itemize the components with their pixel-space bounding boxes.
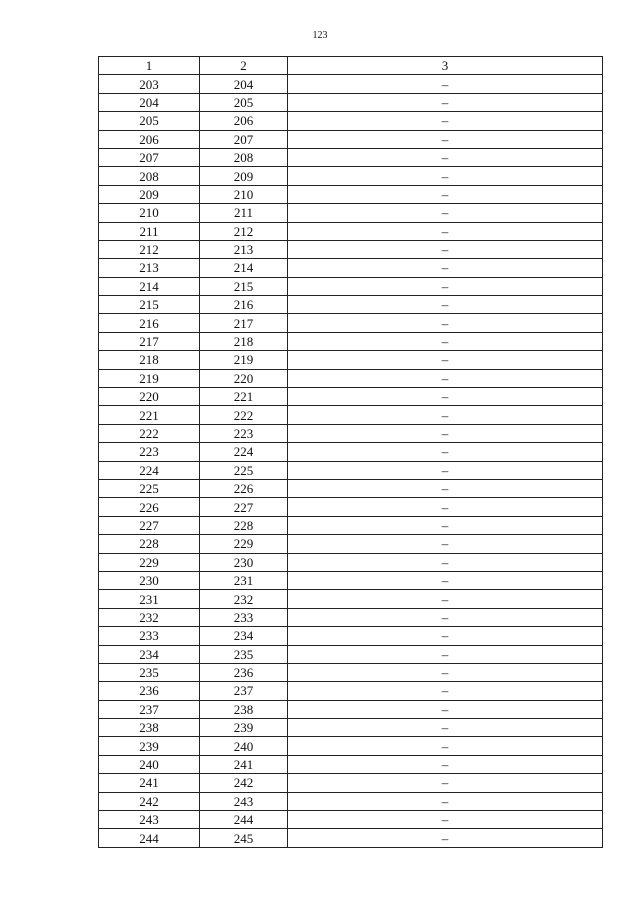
table-row [99, 737, 603, 755]
column-header-3: 3 [288, 57, 603, 75]
table-cell-col-1: 214 [99, 277, 200, 295]
table-cell-col-1: 221 [99, 406, 200, 424]
table-row [99, 700, 603, 718]
table-row [99, 479, 603, 497]
table-row [99, 461, 603, 479]
table-cell-col-3: – [288, 351, 603, 369]
table-cell-col-3: – [288, 645, 603, 663]
table-row [99, 130, 603, 148]
table-cell-col-2: 225 [200, 461, 288, 479]
table-cell-col-2: 211 [200, 204, 288, 222]
table-body [99, 75, 603, 847]
table-cell-col-2: 206 [200, 112, 288, 130]
table-cell-col-1: 240 [99, 755, 200, 773]
table-cell-col-1: 223 [99, 443, 200, 461]
table-cell-col-2: 241 [200, 755, 288, 773]
table-cell-col-2: 245 [200, 829, 288, 847]
table-row [99, 571, 603, 589]
table-row [99, 792, 603, 810]
table-cell-col-1: 205 [99, 112, 200, 130]
table-row [99, 259, 603, 277]
table-cell-col-1: 210 [99, 204, 200, 222]
table-row [99, 314, 603, 332]
table-row [99, 185, 603, 203]
table-cell-col-2: 214 [200, 259, 288, 277]
page-number: 123 [312, 30, 328, 41]
table-cell-col-3: – [288, 461, 603, 479]
table-cell-col-2: 228 [200, 516, 288, 534]
table-cell-col-1: 203 [99, 75, 200, 93]
table-row [99, 296, 603, 314]
table-cell-col-3: – [288, 112, 603, 130]
table-cell-col-3: – [288, 553, 603, 571]
table-cell-col-3: – [288, 774, 603, 792]
table-cell-col-3: – [288, 792, 603, 810]
table-row [99, 204, 603, 222]
table-cell-col-3: – [288, 700, 603, 718]
table-row [99, 93, 603, 111]
table-cell-col-3: – [288, 332, 603, 350]
table-row [99, 829, 603, 847]
table-row [99, 369, 603, 387]
table-cell-col-2: 207 [200, 130, 288, 148]
table-row [99, 112, 603, 130]
table-cell-col-3: – [288, 516, 603, 534]
data-table [98, 56, 603, 848]
table-cell-col-3: – [288, 314, 603, 332]
table-cell-col-3: – [288, 535, 603, 553]
table-cell-col-2: 227 [200, 498, 288, 516]
table-cell-col-1: 237 [99, 700, 200, 718]
table-cell-col-3: – [288, 130, 603, 148]
table-cell-col-2: 235 [200, 645, 288, 663]
table-cell-col-3: – [288, 719, 603, 737]
table-cell-col-2: 240 [200, 737, 288, 755]
table-cell-col-2: 217 [200, 314, 288, 332]
table-row [99, 277, 603, 295]
table-row [99, 222, 603, 240]
table-cell-col-1: 243 [99, 811, 200, 829]
table-cell-col-3: – [288, 682, 603, 700]
table-row [99, 719, 603, 737]
table-cell-col-2: 231 [200, 571, 288, 589]
table-row [99, 553, 603, 571]
table-cell-col-1: 211 [99, 222, 200, 240]
table-row [99, 332, 603, 350]
table-cell-col-2: 220 [200, 369, 288, 387]
table-row [99, 535, 603, 553]
table-cell-col-1: 213 [99, 259, 200, 277]
table-cell-col-3: – [288, 755, 603, 773]
table-row [99, 682, 603, 700]
table-cell-col-3: – [288, 259, 603, 277]
table-header [99, 57, 603, 75]
table-cell-col-2: 229 [200, 535, 288, 553]
table-cell-col-2: 242 [200, 774, 288, 792]
table-cell-col-3: – [288, 590, 603, 608]
table-row [99, 811, 603, 829]
table-cell-col-1: 230 [99, 571, 200, 589]
table-cell-col-1: 207 [99, 148, 200, 166]
table-cell-col-2: 233 [200, 608, 288, 626]
table-row [99, 443, 603, 461]
table-cell-col-3: – [288, 388, 603, 406]
table-cell-col-2: 219 [200, 351, 288, 369]
table-cell-col-3: – [288, 443, 603, 461]
table-cell-col-1: 229 [99, 553, 200, 571]
table-cell-col-3: – [288, 222, 603, 240]
table-cell-col-1: 236 [99, 682, 200, 700]
table-cell-col-3: – [288, 571, 603, 589]
table-cell-col-2: 238 [200, 700, 288, 718]
table-cell-col-2: 234 [200, 627, 288, 645]
table-cell-col-3: – [288, 277, 603, 295]
table-cell-col-3: – [288, 737, 603, 755]
table-cell-col-2: 237 [200, 682, 288, 700]
table-cell-col-2: 213 [200, 240, 288, 258]
table-row [99, 774, 603, 792]
table-cell-col-3: – [288, 369, 603, 387]
table-cell-col-2: 223 [200, 424, 288, 442]
table-row [99, 590, 603, 608]
table-cell-col-1: 242 [99, 792, 200, 810]
table-cell-col-1: 219 [99, 369, 200, 387]
table-cell-col-1: 244 [99, 829, 200, 847]
table-cell-col-3: – [288, 167, 603, 185]
table-cell-col-1: 228 [99, 535, 200, 553]
table-row [99, 75, 603, 93]
table-cell-col-2: 208 [200, 148, 288, 166]
table-cell-col-1: 218 [99, 351, 200, 369]
table-cell-col-1: 235 [99, 663, 200, 681]
table-row [99, 755, 603, 773]
table-cell-col-3: – [288, 240, 603, 258]
table-cell-col-3: – [288, 296, 603, 314]
column-header-2: 2 [200, 57, 288, 75]
table-cell-col-1: 233 [99, 627, 200, 645]
table-cell-col-3: – [288, 148, 603, 166]
table-cell-col-1: 204 [99, 93, 200, 111]
table-cell-col-2: 218 [200, 332, 288, 350]
table-row [99, 627, 603, 645]
table-cell-col-2: 244 [200, 811, 288, 829]
table-row [99, 608, 603, 626]
table-row [99, 167, 603, 185]
table-cell-col-2: 204 [200, 75, 288, 93]
table-cell-col-3: – [288, 498, 603, 516]
table-row [99, 663, 603, 681]
table-cell-col-1: 208 [99, 167, 200, 185]
table-cell-col-1: 224 [99, 461, 200, 479]
table-cell-col-1: 206 [99, 130, 200, 148]
table-row [99, 240, 603, 258]
header-row [99, 57, 603, 75]
table-row [99, 645, 603, 663]
table-cell-col-1: 227 [99, 516, 200, 534]
table-cell-col-1: 241 [99, 774, 200, 792]
table-cell-col-1: 217 [99, 332, 200, 350]
table-cell-col-1: 231 [99, 590, 200, 608]
table-cell-col-1: 234 [99, 645, 200, 663]
table-row [99, 424, 603, 442]
table-cell-col-2: 210 [200, 185, 288, 203]
table-cell-col-2: 224 [200, 443, 288, 461]
table-cell-col-1: 226 [99, 498, 200, 516]
table-cell-col-3: – [288, 829, 603, 847]
table-cell-col-2: 236 [200, 663, 288, 681]
table-cell-col-1: 212 [99, 240, 200, 258]
table-cell-col-3: – [288, 406, 603, 424]
table-cell-col-3: – [288, 627, 603, 645]
table-cell-col-2: 222 [200, 406, 288, 424]
table-cell-col-2: 226 [200, 479, 288, 497]
table-cell-col-2: 232 [200, 590, 288, 608]
table-cell-col-2: 205 [200, 93, 288, 111]
table-cell-col-3: – [288, 479, 603, 497]
table-cell-col-1: 239 [99, 737, 200, 755]
table-cell-col-3: – [288, 424, 603, 442]
table-row [99, 516, 603, 534]
table-cell-col-3: – [288, 811, 603, 829]
table-row [99, 406, 603, 424]
table-cell-col-2: 243 [200, 792, 288, 810]
table-cell-col-2: 221 [200, 388, 288, 406]
table-row [99, 351, 603, 369]
table-row [99, 388, 603, 406]
table-cell-col-1: 209 [99, 185, 200, 203]
table-cell-col-1: 222 [99, 424, 200, 442]
table-cell-col-3: – [288, 75, 603, 93]
table-cell-col-1: 225 [99, 479, 200, 497]
table-cell-col-1: 216 [99, 314, 200, 332]
table-cell-col-1: 238 [99, 719, 200, 737]
table-cell-col-3: – [288, 608, 603, 626]
table-cell-col-3: – [288, 663, 603, 681]
table-cell-col-2: 216 [200, 296, 288, 314]
table-cell-col-1: 232 [99, 608, 200, 626]
table-cell-col-1: 220 [99, 388, 200, 406]
table-row [99, 148, 603, 166]
table-cell-col-2: 239 [200, 719, 288, 737]
table-cell-col-2: 230 [200, 553, 288, 571]
table-cell-col-2: 212 [200, 222, 288, 240]
table-cell-col-3: – [288, 185, 603, 203]
table-cell-col-2: 209 [200, 167, 288, 185]
table-row [99, 498, 603, 516]
table-cell-col-1: 215 [99, 296, 200, 314]
table-cell-col-3: – [288, 204, 603, 222]
column-header-1: 1 [99, 57, 200, 75]
table-cell-col-2: 215 [200, 277, 288, 295]
table-cell-col-3: – [288, 93, 603, 111]
